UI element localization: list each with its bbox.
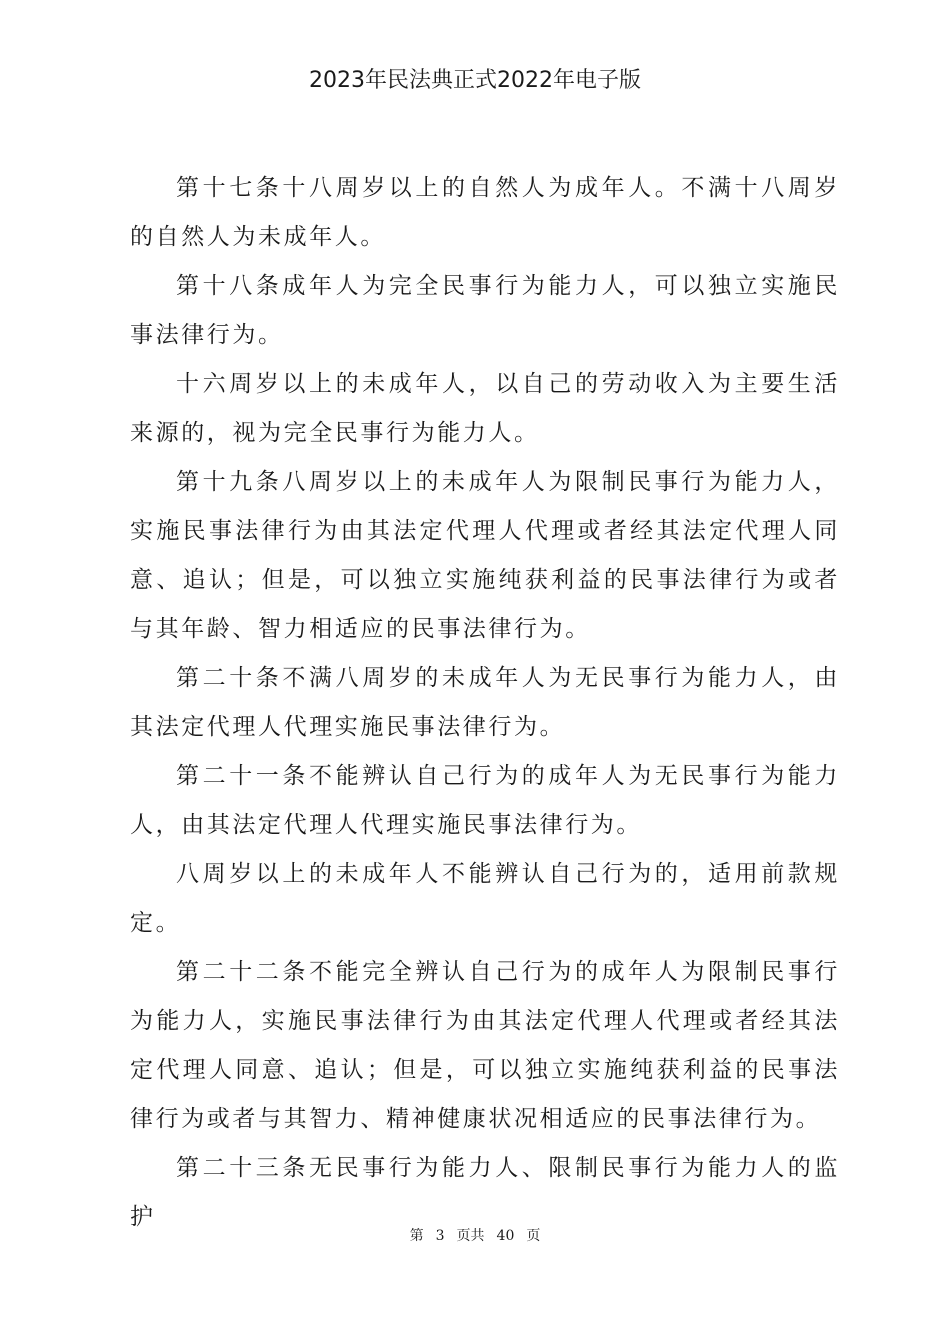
page-header: 2023年民法典正式2022年电子版 <box>309 68 641 93</box>
paragraph: 第十九条八周岁以上的未成年人为限制民事行为能力人，实施民事法律行为由其法定代理人代理或者经其法定代理人同意、追认；但是，可以独立实施纯获利益的民事法律行为或者与其年龄、智力相适应的民事法律行为。 <box>130 469 840 642</box>
footer-page-suffix: 页 <box>526 1228 541 1244</box>
paragraph: 第十七条十八周岁以上的自然人为成年人。不满十八周岁的自然人为未成年人。 <box>130 175 840 250</box>
footer-page-number: 3 <box>435 1228 445 1244</box>
footer-page-middle: 页共 <box>456 1228 485 1244</box>
paragraph: 第十八条成年人为完全民事行为能力人，可以独立实施民事法律行为。 <box>130 273 840 348</box>
footer-page-total: 40 <box>496 1228 515 1244</box>
document-body <box>130 164 840 1242</box>
page-footer <box>0 1226 950 1246</box>
paragraph: 第二十二条不能完全辨认自己行为的成年人为限制民事行为能力人，实施民事法律行为由其法定代理人代理或者经其法定代理人同意、追认；但是，可以独立实施纯获利益的民事法律行为或者与其智力、精神健康状况相适应的民事法律行为。 <box>130 959 840 1132</box>
paragraph: 第二十三条无民事行为能力人、限制民事行为能力人的监护 <box>130 1155 840 1230</box>
paragraph: 八周岁以上的未成年人不能辨认自己行为的，适用前款规定。 <box>130 861 840 936</box>
footer-page-prefix: 第 <box>409 1228 424 1244</box>
paragraph: 第二十一条不能辨认自己行为的成年人为无民事行为能力人，由其法定代理人代理实施民事法律行为。 <box>130 763 840 838</box>
paragraph: 第二十条不满八周岁的未成年人为无民事行为能力人，由其法定代理人代理实施民事法律行为。 <box>130 665 840 740</box>
paragraph: 十六周岁以上的未成年人，以自己的劳动收入为主要生活来源的，视为完全民事行为能力人。 <box>130 371 840 446</box>
